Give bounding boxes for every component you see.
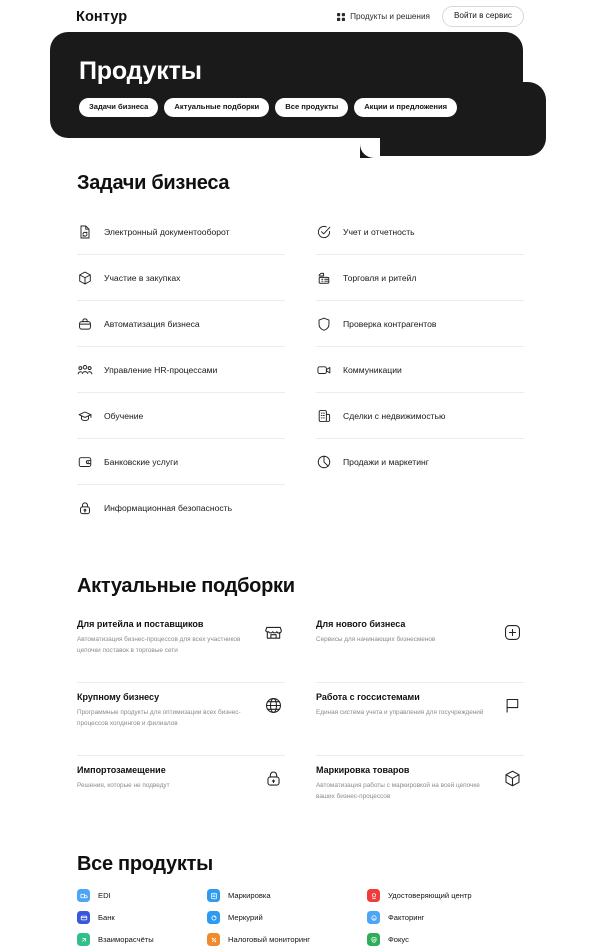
- document-sync-icon: [77, 224, 93, 240]
- product-label: Удостоверяющий центр: [388, 891, 472, 900]
- top-nav-right: [337, 6, 524, 27]
- tab-all-products[interactable]: Все продукты: [275, 98, 348, 117]
- task-row[interactable]: [77, 485, 285, 531]
- task-label: Торговля и ритейл: [343, 272, 417, 283]
- task-label: Автоматизация бизнеса: [104, 318, 200, 329]
- business-tasks-grid: [77, 209, 524, 531]
- collection-desc: Автоматизация работы с маркировкой на всей цепочке ваших бизнес-процессов: [316, 782, 480, 800]
- task-label: Обучение: [104, 410, 144, 421]
- lock-icon: [264, 769, 283, 788]
- product-badge: [77, 933, 90, 946]
- flag-icon: [503, 696, 522, 715]
- collection-desc: Решения, которые не подведут: [77, 782, 170, 789]
- collection-title: Для ритейла и поставщиков: [77, 619, 204, 629]
- product-item[interactable]: [77, 889, 207, 902]
- tab-current-collections[interactable]: Актуальные подборки: [164, 98, 269, 117]
- task-label: Коммуникации: [343, 364, 402, 375]
- product-item[interactable]: [207, 911, 367, 924]
- product-item[interactable]: [367, 911, 547, 924]
- product-badge: [367, 933, 380, 946]
- section-title-collections: Актуальные подборки: [77, 575, 295, 597]
- product-item[interactable]: [367, 933, 547, 946]
- task-label: Сделки с недвижимостью: [343, 410, 446, 421]
- collection-title: Маркировка товаров: [316, 765, 410, 775]
- collection-desc: Программные продукты для оптимизации всех бизнес-процессов холдингов и филиалов: [77, 709, 241, 727]
- task-row[interactable]: [316, 393, 524, 439]
- task-label: Банковские услуги: [104, 456, 179, 467]
- task-label: Продажи и маркетинг: [343, 457, 429, 467]
- product-badge: [207, 889, 220, 902]
- product-badge: [367, 889, 380, 902]
- product-badge: [77, 911, 90, 924]
- storefront-icon: [264, 623, 283, 642]
- product-label: Факторинг: [388, 913, 425, 922]
- video-camera-icon: [316, 362, 332, 378]
- task-row[interactable]: [77, 347, 285, 393]
- section-title-all-products: Все продукты: [77, 853, 213, 875]
- task-row[interactable]: [77, 209, 285, 255]
- product-label: Фокус: [388, 935, 409, 944]
- wallet-icon: [77, 454, 93, 470]
- cash-register-icon: [316, 270, 332, 286]
- product-item[interactable]: [207, 889, 367, 902]
- product-label: Банк: [98, 913, 115, 922]
- collection-card[interactable]: [77, 683, 285, 756]
- collection-card[interactable]: [316, 610, 524, 683]
- task-row[interactable]: [77, 301, 285, 347]
- graduation-cap-icon: [77, 408, 93, 424]
- all-products-grid: [77, 889, 547, 946]
- task-label: Проверка контрагентов: [343, 318, 437, 329]
- task-label: Информационная безопасность: [104, 503, 233, 513]
- product-badge: [207, 933, 220, 946]
- plus-square-icon: [503, 623, 522, 642]
- shield-icon: [316, 316, 332, 332]
- task-label: Управление HR-процессами: [104, 364, 218, 375]
- collection-title: Работа с госсистемами: [316, 692, 420, 702]
- collection-desc: Автоматизация бизнес-процессов для всех участников цепочки поставок в торговые сети: [77, 636, 241, 654]
- arrows-icon: [80, 936, 88, 944]
- nav-products-and-solutions[interactable]: [337, 12, 430, 21]
- tab-promos-offers[interactable]: Акции и предложения: [354, 98, 457, 117]
- product-label: Взаиморасчёты: [98, 935, 154, 944]
- product-badge: [367, 911, 380, 924]
- tab-business-tasks[interactable]: Задачи бизнеса: [79, 98, 158, 117]
- collection-card[interactable]: [77, 756, 285, 829]
- meat-icon: [210, 914, 218, 922]
- product-item[interactable]: [367, 889, 547, 902]
- section-title-business-tasks: Задачи бизнеса: [77, 172, 230, 194]
- product-item[interactable]: [77, 911, 207, 924]
- hero-banner: [50, 32, 546, 156]
- building-icon: [316, 408, 332, 424]
- nav-products-label: Продукты и решения: [350, 12, 430, 22]
- task-row[interactable]: [316, 255, 524, 301]
- top-navigation-bar: [0, 0, 600, 36]
- card-icon: [80, 914, 88, 922]
- hero-notch: [360, 138, 380, 158]
- collection-title: Импортозамещение: [77, 765, 166, 775]
- check-circle-icon: [316, 224, 332, 240]
- signin-button[interactable]: Войти в сервис: [442, 6, 524, 27]
- collections-grid: [77, 610, 524, 829]
- collection-desc: Сервисы для начинающих бизнесменов: [316, 636, 436, 643]
- task-row[interactable]: [316, 347, 524, 393]
- task-row[interactable]: [316, 301, 524, 347]
- product-label: EDI: [98, 891, 111, 900]
- lock-icon: [77, 500, 93, 516]
- pie-chart-icon: [316, 454, 332, 470]
- site-logo[interactable]: Контур: [76, 9, 128, 25]
- task-label: Электронный документооборот: [104, 226, 230, 237]
- product-label: Меркурий: [228, 913, 263, 922]
- box-icon: [77, 270, 93, 286]
- task-row[interactable]: [77, 439, 285, 485]
- list-icon: [210, 892, 218, 900]
- people-group-icon: [77, 362, 93, 378]
- collection-title: Для нового бизнеса: [316, 619, 406, 629]
- shield-check-icon: [370, 936, 378, 944]
- collection-desc: Единая система учета и управления для госучреждений: [316, 709, 484, 716]
- page-title: Продукты: [79, 57, 202, 85]
- task-row[interactable]: [77, 255, 285, 301]
- product-item[interactable]: [207, 933, 367, 946]
- product-label: Маркировка: [228, 891, 271, 900]
- coin-icon: [370, 914, 378, 922]
- product-label: Налоговый мониторинг: [228, 935, 311, 944]
- task-label: Учет и отчетность: [343, 226, 415, 237]
- hero-pill-tabs: [79, 98, 457, 117]
- percent-icon: [210, 936, 218, 944]
- task-row[interactable]: [77, 393, 285, 439]
- product-badge: [77, 889, 90, 902]
- seal-icon: [370, 892, 378, 900]
- briefcase-icon: [77, 316, 93, 332]
- collection-card[interactable]: [316, 683, 524, 756]
- task-row[interactable]: [316, 209, 524, 255]
- grid-icon: [337, 13, 345, 21]
- hero-content: [50, 32, 523, 138]
- globe-icon: [264, 696, 283, 715]
- cube-icon: [503, 769, 522, 788]
- task-label: Участие в закупках: [104, 272, 181, 283]
- collection-card[interactable]: [316, 756, 524, 829]
- task-row[interactable]: [316, 439, 524, 485]
- product-badge: [207, 911, 220, 924]
- collection-card[interactable]: [77, 610, 285, 683]
- product-item[interactable]: [77, 933, 207, 946]
- collection-title: Крупному бизнесу: [77, 692, 160, 702]
- truck-icon: [80, 892, 88, 900]
